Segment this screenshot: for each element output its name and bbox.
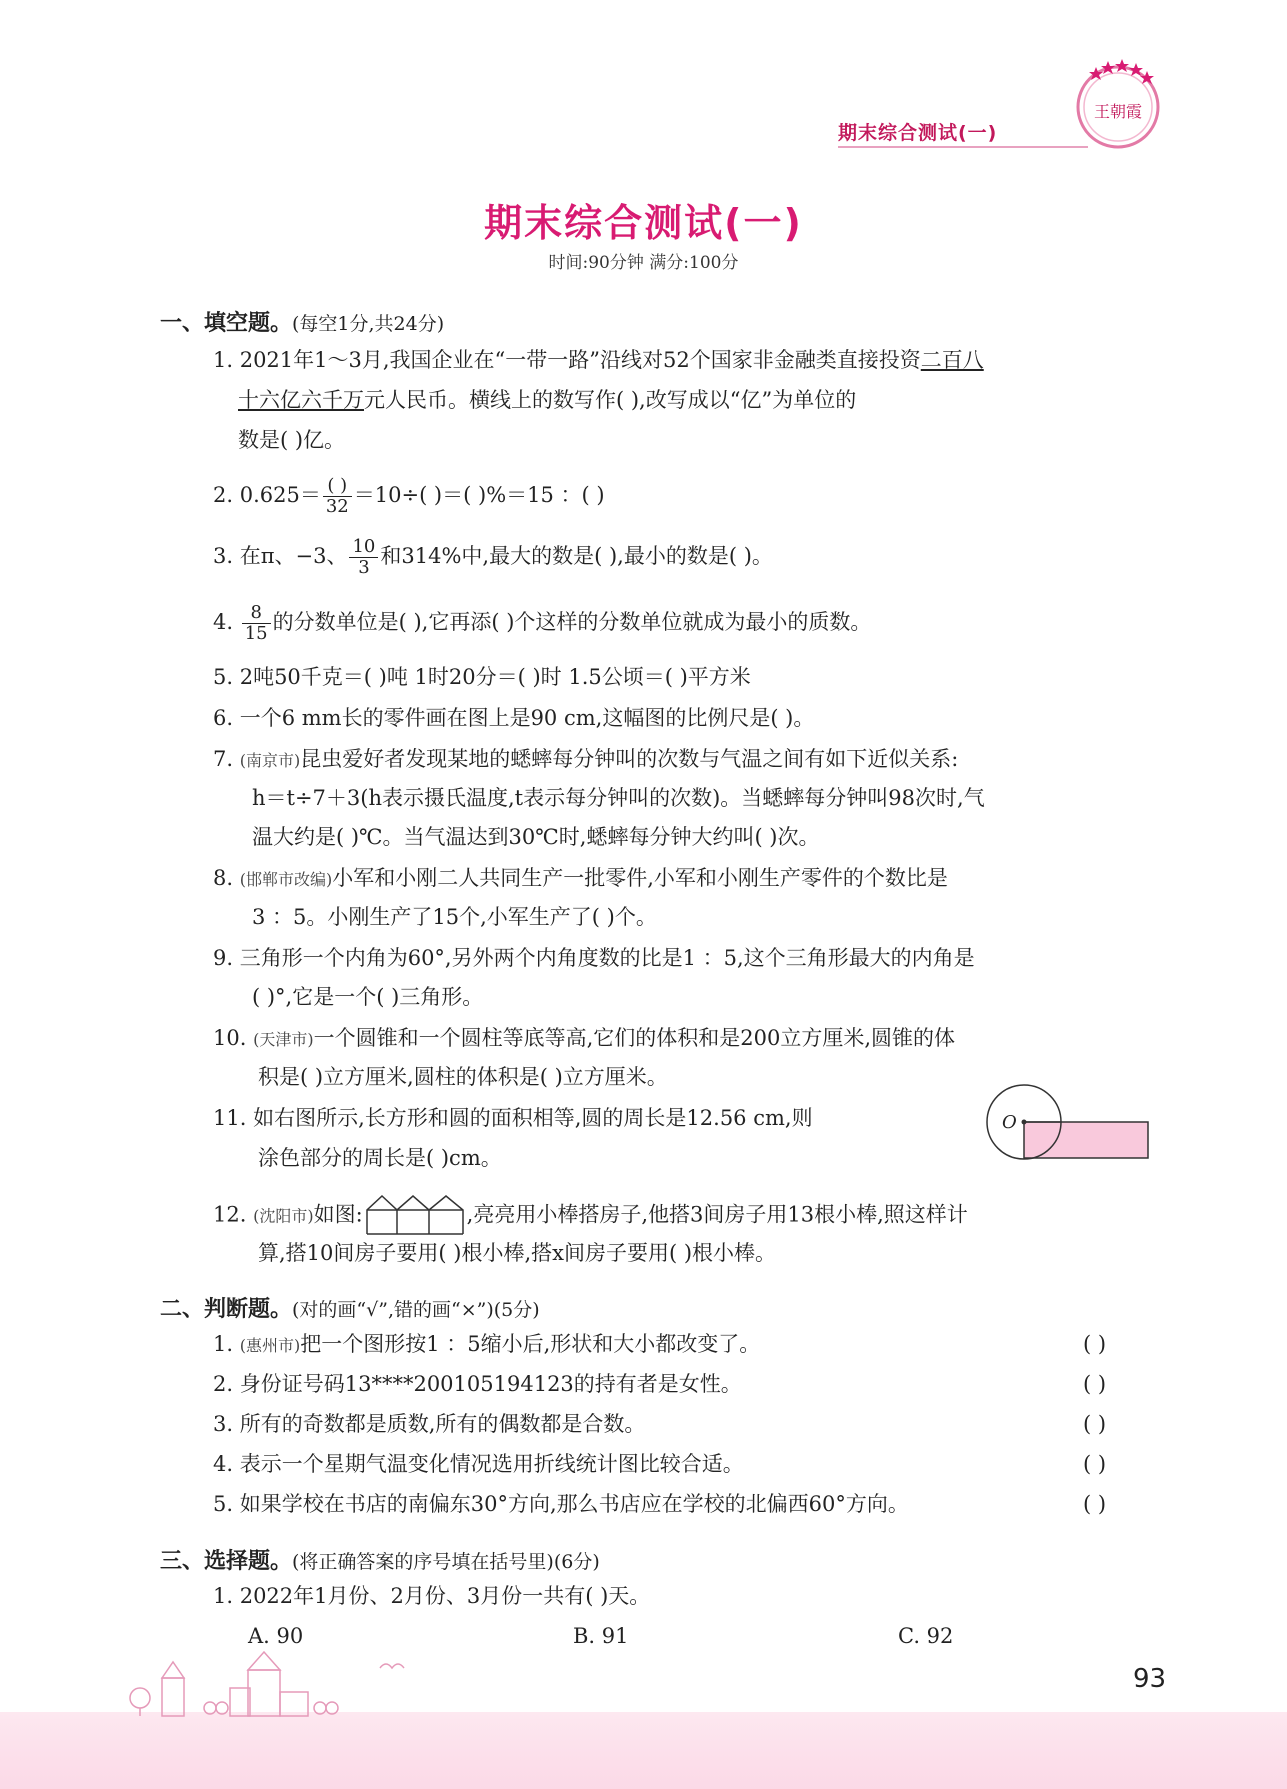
page-title: 期末综合测试(一) [484, 201, 803, 245]
footer-castle-illustration [120, 1648, 440, 1722]
q2-blank-numerator[interactable]: ( ) [323, 476, 352, 497]
q2-denominator: 32 [325, 495, 349, 517]
q3-text-b: 和314%中,最大的数是( ),最小的数是( )。 [380, 543, 773, 568]
question-4 [213, 603, 871, 644]
judge-item [213, 1334, 760, 1355]
judge-num: 5. [213, 1492, 234, 1516]
question-12-line-1: 12. (沈阳市)如图: ,亮亮用小棒搭房子,他搭3间房子用13根小棒,照这样计 [213, 1192, 968, 1240]
question-10-line-2: 积是( )立方厘米,圆柱的体积是( )立方厘米。 [258, 1065, 668, 1089]
judge-text: 如果学校在书店的南偏东30°方向,那么书店应在学校的北偏西60°方向。 [239, 1492, 909, 1516]
section-title: 三、选择题。 [160, 1549, 293, 1574]
q2-fraction [323, 476, 352, 517]
judge-text: 把一个图形按1 ：5缩小后,形状和大小都改变了。 [300, 1332, 761, 1356]
header-divider [838, 146, 1088, 148]
q12-source: (沈阳市) [253, 1206, 314, 1226]
q2-text-b: ＝10÷( )＝( )%＝15 ：( ) [353, 482, 605, 507]
center-label-o: O [1002, 1112, 1017, 1133]
judge-num: 4. [213, 1452, 234, 1476]
question-1-line-2 [238, 390, 856, 411]
circle-rectangle-figure [980, 1082, 1150, 1176]
question-8-line-2: 3 ：5。小刚生产了15个,小军生产了( )个。 [252, 905, 657, 929]
section-note: (对的画“√”,错的画“×”)(5分) [292, 1299, 540, 1321]
page-subtitle: 时间:90分钟 满分:100分 [548, 253, 739, 273]
question-11-line-2: 涂色部分的周长是( )cm。 [258, 1146, 502, 1170]
judge-answer-blank[interactable]: ( ) [1083, 1332, 1107, 1356]
judge-item [213, 1494, 909, 1515]
q3-numerator: 10 [349, 537, 378, 558]
q1-text: 1. 2021年1～3月,我国企业在“一带一路”沿线对52个国家非金融类直接投资 [213, 348, 921, 372]
section-heading-choice [160, 1544, 600, 1575]
question-9-line-1: 9. 三角形一个内角为60°,另外两个内角度数的比是1 ：5,这个三角形最大的内角是 [213, 946, 975, 970]
judge-answer-blank[interactable]: ( ) [1083, 1452, 1107, 1476]
svg-text:王朝霞: 王朝霞 [1093, 102, 1143, 121]
q1-text-b: 元人民币。横线上的数写作( ),改写成以“亿”为单位的 [364, 388, 857, 412]
brand-logo [1068, 55, 1168, 155]
question-1-line-3: 数是( )亿。 [238, 428, 346, 452]
judge-num: 1. [213, 1332, 234, 1356]
q10-source: (天津市) [253, 1030, 314, 1049]
houses-figure [365, 1192, 465, 1240]
judge-num: 3. [213, 1412, 234, 1436]
choice-option-a[interactable]: A. 90 [248, 1624, 304, 1648]
question-9-line-2: ( )°,它是一个( )三角形。 [252, 985, 484, 1009]
judge-text: 所有的奇数都是质数,所有的偶数都是合数。 [239, 1412, 646, 1436]
judge-answer-blank[interactable]: ( ) [1083, 1412, 1107, 1436]
judge-item [213, 1414, 645, 1435]
q7-source: (南京市) [239, 751, 301, 770]
judge-text: 表示一个星期气温变化情况选用折线统计图比较合适。 [239, 1452, 744, 1476]
q3-fraction [349, 537, 378, 578]
question-12-line-2: 算,搭10间房子要用( )根小棒,搭x间房子要用( )根小棒。 [258, 1241, 777, 1265]
judge-answer-blank[interactable]: ( ) [1083, 1372, 1107, 1396]
q1-underlined-b: 十六亿六千万 [238, 388, 364, 412]
judge-item [213, 1454, 744, 1475]
choice-option-c[interactable]: C. 92 [898, 1624, 954, 1648]
q4-text-a: 4. [213, 609, 240, 634]
q7-text-a: 昆虫爱好者发现某地的蟋蟀每分钟叫的次数与气温之间有如下近似关系: [300, 747, 959, 771]
q4-denominator: 15 [244, 622, 268, 644]
judge-text: 身份证号码13****200105194123的持有者是女性。 [239, 1372, 742, 1396]
section-note: (每空1分,共24分) [292, 313, 445, 335]
q4-text-b: 的分数单位是( ),它再添( )个这样的分数单位就成为最小的质数。 [272, 609, 872, 634]
question-7-line-3: 温大约是( )℃。当气温达到30℃时,蟋蟀每分钟大约叫( )次。 [252, 825, 820, 849]
judge-item [213, 1374, 742, 1395]
question-10-line-1: 10. (天津市)一个圆锥和一个圆柱等底等高,它们的体积和是200立方厘米,圆锥的体 [213, 1026, 956, 1050]
question-2 [213, 476, 605, 517]
section-heading-fill [160, 306, 444, 337]
question-5: 5. 2吨50千克＝( )吨 1时20分＝( )时 1.5公顷＝( )平方米 [213, 665, 751, 689]
judge-answer-blank[interactable]: ( ) [1083, 1492, 1107, 1516]
question-8-line-1: 8. (邯郸市改编)小军和小刚二人共同生产一批零件,小军和小刚生产零件的个数比是 [213, 866, 948, 890]
section-title: 一、填空题。 [160, 311, 293, 336]
question-11-line-1: 11. 如右图所示,长方形和圆的面积相等,圆的周长是12.56 cm,则 [213, 1106, 813, 1130]
question-7-line-2: h＝t÷7＋3(h表示摄氏温度,t表示每分钟叫的次数)。当蟋蟀每分钟叫98次时,气 [252, 786, 985, 810]
q12-text-b: ,亮亮用小棒搭房子,他搭3间房子用13根小棒,照这样计 [466, 1202, 968, 1227]
choice-option-b[interactable]: B. 91 [573, 1624, 629, 1648]
choice-question-1: 1. 2022年1月份、2月份、3月份一共有( )天。 [213, 1584, 651, 1608]
section-title: 二、判断题。 [160, 1297, 293, 1322]
q8-text-a: 小军和小刚二人共同生产一批零件,小军和小刚生产零件的个数比是 [332, 866, 948, 890]
footer-band [0, 1712, 1287, 1789]
question-1-line-1 [213, 350, 984, 371]
q2-text-a: 2. 0.625＝ [213, 482, 321, 507]
header-tag: 期末综合测试(一) [838, 122, 998, 144]
judge-num: 2. [213, 1372, 234, 1396]
question-3 [213, 537, 773, 578]
question-6: 6. 一个6 mm长的零件画在图上是90 cm,这幅图的比例尺是( )。 [213, 706, 815, 730]
page-number: 93 [1133, 1664, 1167, 1694]
question-7-line-1: 7. (南京市)昆虫爱好者发现某地的蟋蟀每分钟叫的次数与气温之间有如下近似关系: [213, 747, 959, 771]
q12-text-a: 如图: [313, 1202, 363, 1227]
q3-text-a: 3. 在π、−3、 [213, 543, 348, 568]
q1-underlined-a: 二百八 [920, 348, 984, 372]
section-heading-judge [160, 1292, 540, 1323]
q8-source: (邯郸市改编) [239, 870, 333, 889]
q3-denominator: 3 [358, 556, 370, 578]
q10-text-a: 一个圆锥和一个圆柱等底等高,它们的体积和是200立方厘米,圆锥的体 [313, 1026, 956, 1050]
q4-numerator: 8 [242, 603, 271, 624]
section-note: (将正确答案的序号填在括号里)(6分) [292, 1551, 600, 1573]
q4-fraction [242, 603, 271, 644]
judge-source: (惠州市) [239, 1336, 301, 1355]
